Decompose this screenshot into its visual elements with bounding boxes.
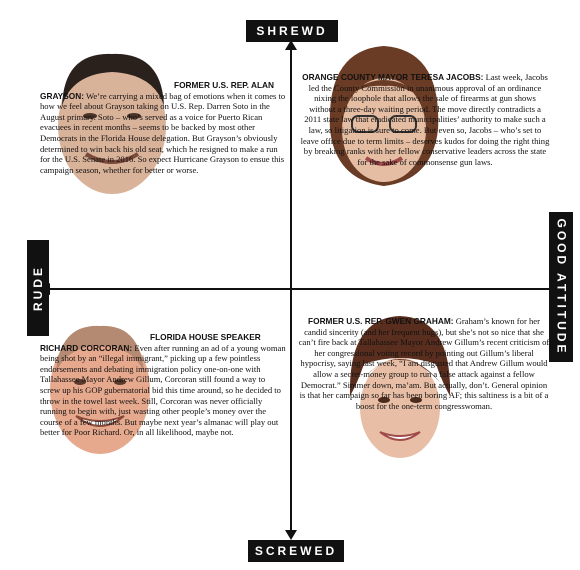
vertical-axis <box>290 44 292 536</box>
paragraph-grayson <box>40 80 286 175</box>
name-corcoran: FLORIDA HOUSE SPEAKER RICHARD CORCORAN: <box>40 332 261 353</box>
name-jacobs: ORANGE COUNTY MAYOR TERESA JACOBS: <box>302 72 484 82</box>
axis-label-shrewd: SHREWD <box>246 20 338 42</box>
axis-label-good-attitude-text: GOOD ATTITUDE <box>554 218 568 356</box>
axis-label-rude-text: RUDE <box>31 264 46 312</box>
name-grayson: FORMER U.S. REP. ALAN GRAYSON: <box>40 80 275 101</box>
axis-label-good-attitude <box>549 212 573 362</box>
text-jacobs: Last week, Jacobs led the County Commission in unanimous approval of an ordinance nixing the loophole that allows the sale of firearms at gun shows without a three-day waiting period. The move directly contradicts a 2011 state law that eradicated municipalities’ authority to make such a law, so litigation is sure to come. But even so, Jacobs – who’s set to leave office due to term limits – deserves kudos for doing the right thing by breaking ranks with her fellow conservative leaders across the state for the sake of commonsense gun laws. <box>300 72 550 167</box>
paragraph-corcoran <box>40 332 286 438</box>
arrow-down-icon <box>285 530 297 540</box>
text-graham: Graham’s known for her candid sincerity (and her frequent hugs), but she’s not so nice that she can’t fire back at Tallahassee Mayor Andrew Gillum’s recent criticism of her congressional voting record by pointing out Gillum’s liberal hypocrisy, saying last week, “I am disgusted that Andrew Gillum would allow a secret-money group to run a false attack against a fellow Democrat.” Simmer down, ma’am. But actually, don’t. General opinion is that her campaign so far has been boring AF; this saltiness is a bit of a boost for the one-term congresswoman. <box>298 316 550 411</box>
text-grayson: We’re carrying a mixed bag of emotions when it comes to how we feel about Grayson taking on U.S. Rep. Darren Soto in the August primary. Soto – who’s served as a voice for Puerto Rican evacuees in recent months – seems to be backed by most other Democrats in the Florida House delegation. But Grayson’s obviously determined to win back his old seat, which he resigned to make a run for the U.S. Senate in 2016. So expect Hurricane Grayson to ensue this campaign season, whether for better or worse. <box>40 90 286 175</box>
paragraph-jacobs <box>300 72 550 167</box>
axis-label-screwed: SCREWED <box>248 540 344 562</box>
text-corcoran: Even after running an ad of a young woman being shot by an “illegal immigrant,” picking up a few pointless endorsements and debating immigration policy one-on-one with Tallahassee Mayor Andrew Gillum, Corcoran still found a way to screw up his GOP gubernatorial bid this time around, so he decided to throw in the towel last week. Still, Corcoran was never officially running to begin with, just wasting other people’s money over the course of a few months. But maybe next year’s almanac will play out better for Poor Richard. Or, in all likelihood, maybe not. <box>40 342 286 438</box>
horizontal-axis <box>46 288 570 290</box>
paragraph-graham <box>298 316 550 411</box>
name-graham: FORMER U.S. REP. GWEN GRAHAM: <box>308 316 454 326</box>
